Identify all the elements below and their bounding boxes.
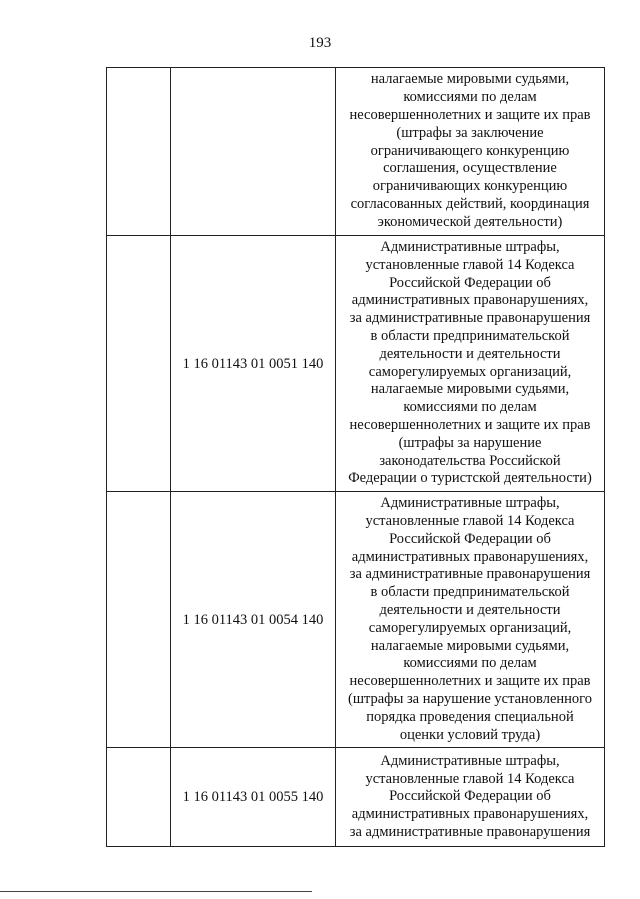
description-line: несовершеннолетних и защите их прав bbox=[349, 107, 591, 123]
budget-code-cell bbox=[171, 68, 336, 236]
description-line: Административные штрафы, bbox=[380, 752, 560, 769]
table-body bbox=[107, 68, 605, 847]
table-row bbox=[107, 748, 605, 847]
description-line: согласованных действий, координация bbox=[350, 195, 590, 212]
budget-code-cell: 1 16 01143 01 0051 140 bbox=[171, 236, 336, 492]
description-line: налагаемые мировыми судьями, bbox=[370, 71, 570, 88]
description-line: (штрафы за нарушение установленного bbox=[347, 690, 592, 707]
page-number: 193 bbox=[308, 35, 332, 51]
description-line: административных правонарушениях, bbox=[351, 548, 589, 565]
admin-code-cell bbox=[107, 236, 171, 492]
description-line: установленные главой 14 Кодекса bbox=[365, 512, 575, 529]
description-line: комиссиями по делам bbox=[403, 89, 537, 106]
description-line: законодательства Российской bbox=[379, 452, 561, 469]
description-line: (штрафы за нарушение bbox=[398, 434, 542, 451]
description-line: соглашения, осуществление bbox=[383, 160, 557, 177]
description-line: Российской Федерации об bbox=[389, 274, 551, 291]
description-line: Российской Федерации об bbox=[389, 530, 551, 547]
description-line: Российской Федерации об bbox=[389, 788, 551, 805]
admin-code-cell bbox=[107, 68, 171, 236]
description-line: комиссиями по делам bbox=[403, 655, 537, 672]
description-cell bbox=[336, 68, 605, 236]
admin-code-cell bbox=[107, 748, 171, 847]
table-row bbox=[107, 68, 605, 236]
description-line: деятельности и деятельности bbox=[379, 345, 561, 362]
description-line: административных правонарушениях, bbox=[351, 806, 589, 823]
description-cell bbox=[336, 748, 605, 847]
description-line: (штрафы за заключение bbox=[396, 124, 544, 141]
description-line: ограничивающего конкуренцию bbox=[370, 142, 570, 159]
description-line: экономической деятельности) bbox=[377, 213, 563, 230]
description-line: Административные штрафы, bbox=[380, 495, 560, 512]
description-line: в области предпринимательской bbox=[370, 584, 570, 601]
description-line: установленные главой 14 Кодекса bbox=[365, 256, 575, 273]
budget-code-cell: 1 16 01143 01 0054 140 bbox=[171, 492, 336, 748]
footer-divider bbox=[0, 891, 312, 892]
description-line: установленные главой 14 Кодекса bbox=[365, 770, 575, 787]
table-row bbox=[107, 236, 605, 492]
description-line: оценки условий труда) bbox=[399, 726, 541, 743]
description-line: саморегулируемых организаций, bbox=[368, 363, 572, 380]
description-line: несовершеннолетних и защите их прав bbox=[349, 416, 591, 433]
budget-code-cell: 1 16 01143 01 0055 140 bbox=[171, 748, 336, 847]
description-line: за административные правонарушения bbox=[349, 824, 591, 840]
description-line: за административные правонарушения bbox=[349, 310, 591, 327]
description-line: несовершеннолетних и защите их прав bbox=[349, 673, 591, 690]
description-line: налагаемые мировыми судьями, bbox=[370, 381, 570, 398]
description-line: за административные правонарушения bbox=[349, 566, 591, 583]
description-line: административных правонарушениях, bbox=[351, 292, 589, 309]
description-line: деятельности и деятельности bbox=[379, 601, 561, 618]
description-line: Административные штрафы, bbox=[380, 239, 560, 255]
description-line: в области предпринимательской bbox=[370, 327, 570, 344]
description-cell bbox=[336, 492, 605, 748]
description-line: комиссиями по делам bbox=[403, 399, 537, 416]
budget-code-table bbox=[106, 67, 605, 847]
description-line: саморегулируемых организаций, bbox=[368, 619, 572, 636]
description-line: ограничивающих конкуренцию bbox=[372, 178, 568, 195]
admin-code-cell bbox=[107, 492, 171, 748]
table-row bbox=[107, 492, 605, 748]
description-line: порядка проведения специальной bbox=[366, 708, 574, 725]
description-cell bbox=[336, 236, 605, 492]
description-line: Федерации о туристской деятельности) bbox=[348, 470, 592, 487]
description-line: налагаемые мировыми судьями, bbox=[370, 637, 570, 654]
